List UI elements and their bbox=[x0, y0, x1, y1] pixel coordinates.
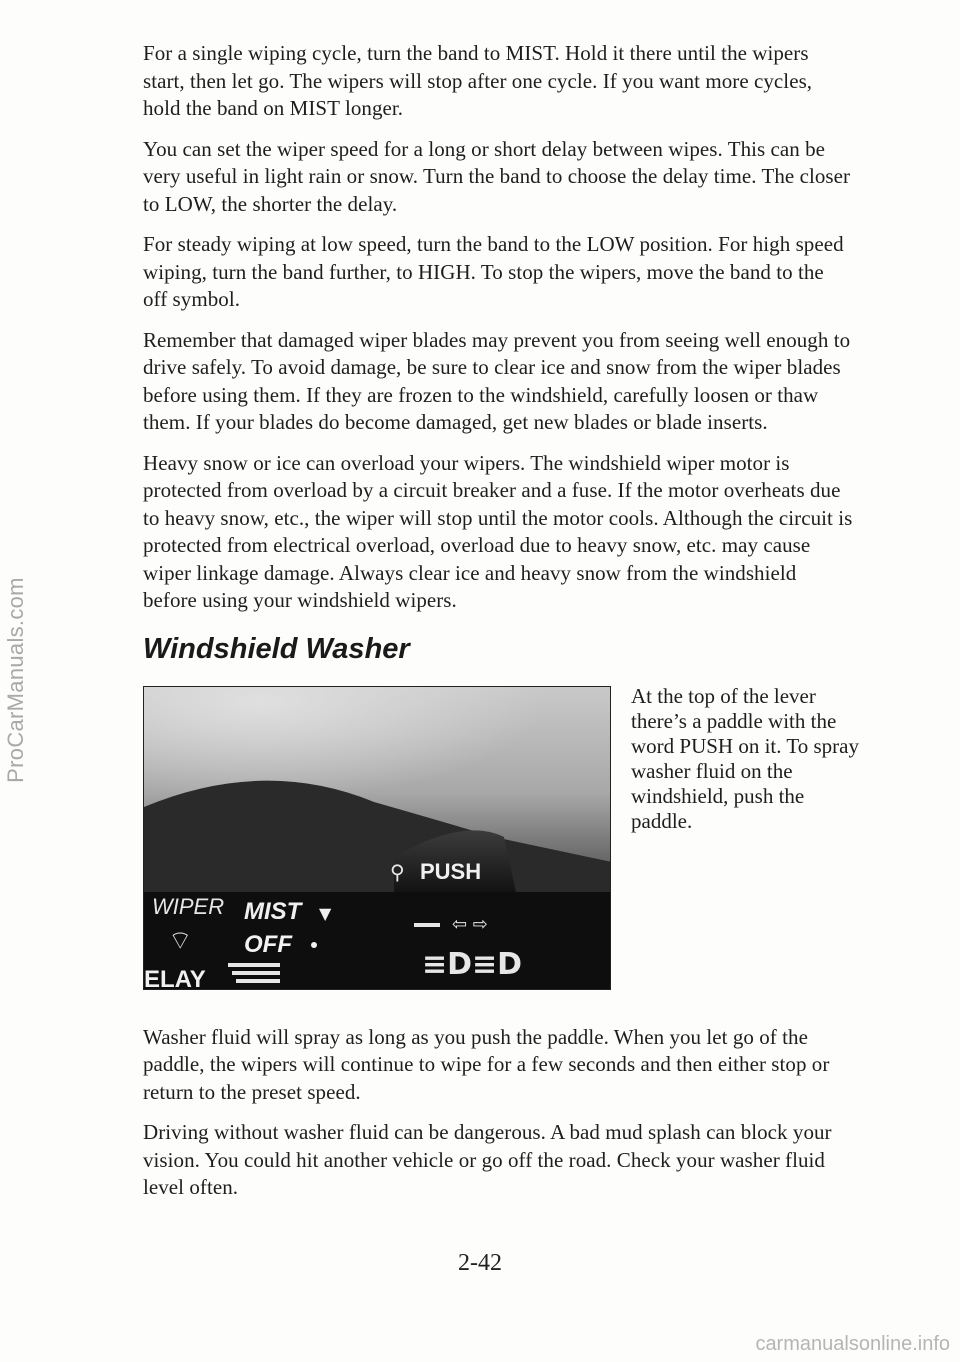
paragraph-delay: You can set the wiper speed for a long or short delay between wipes. This can be very useful in light rain or snow. Turn the band to choose the delay time. The closer to LOW, the shorter the delay. bbox=[143, 136, 851, 216]
paragraph-mist: For a single wiping cycle, turn the band to MIST. Hold it there until the wipers start, then let go. The wipers will stop after one cycle. If you want more cycles, hold the band on MIST longer. bbox=[143, 41, 813, 120]
wiper-symbol-icon: ⌔ bbox=[168, 925, 193, 956]
figure-caption: At the top of the lever there’s a paddle with the word PUSH on it. To spray washer fluid on the windshield, push the paddle. bbox=[631, 683, 859, 833]
bottom-watermark: carmanualsonline.info bbox=[755, 1333, 950, 1355]
svg-text:⇦ ⇨: ⇦ ⇨ bbox=[452, 913, 488, 935]
paragraph-speed: For steady wiping at low speed, turn the band to the LOW position. For high speed wiping, turn the band further, to HIGH. To stop the wipers, move the band to the off symbol. bbox=[143, 232, 844, 311]
section-title: Windshield Washer bbox=[143, 632, 410, 665]
push-label: PUSH bbox=[420, 858, 482, 884]
paragraph-washer-spray: Washer fluid will spray as long as you push the paddle. When you let go of the paddle, the wipers will continue to wipe for a few seconds and then either stop or return to the preset speed. bbox=[143, 1024, 830, 1104]
paragraph-blades: Remember that damaged wiper blades may prevent you from seeing well enough to drive safely. To avoid damage, be sure to clear ice and snow from the wiper blades before using them. If they are frozen to the windshield, carefully loosen or thaw them. If your blades do become damaged, get new blades or blade inserts. bbox=[143, 327, 851, 434]
washer-icon: ⚲ bbox=[390, 859, 405, 884]
paragraph-washer-fluid: Driving without washer fluid can be dangerous. A bad mud splash can block your vision. You could hit another vehicle or go off the road. Check your washer fluid level often. bbox=[143, 1120, 832, 1199]
delay-label: ELAY bbox=[144, 965, 206, 990]
side-watermark: ProCarManuals.com bbox=[3, 577, 28, 783]
mist-arrow-icon: ▼ bbox=[319, 903, 332, 923]
headlamp-icons: ≡D≡D bbox=[422, 946, 523, 982]
paragraph-overload: Heavy snow or ice can overload your wipers. The windshield wiper motor is protected from overload by a circuit breaker and a fuse. If the motor overheats due to heavy snow, etc., the wiper will stop until the motor cools. Although the circuit is protected from electrical overload, overload due to heavy snow, etc. may cause wiper linkage damage. Always clear ice and heavy snow from the windshield before using your windshield wipers. bbox=[143, 450, 853, 612]
wiper-lever-photo bbox=[143, 686, 611, 990]
figure-row bbox=[143, 683, 859, 1004]
lever-illustration bbox=[144, 687, 611, 990]
mist-label: MIST bbox=[244, 897, 302, 925]
wiper-label: WIPER bbox=[152, 893, 225, 919]
page-content bbox=[143, 40, 859, 1215]
off-dot-icon bbox=[311, 942, 317, 948]
off-label: OFF bbox=[244, 930, 292, 958]
page-number: 2-42 bbox=[458, 1250, 502, 1276]
